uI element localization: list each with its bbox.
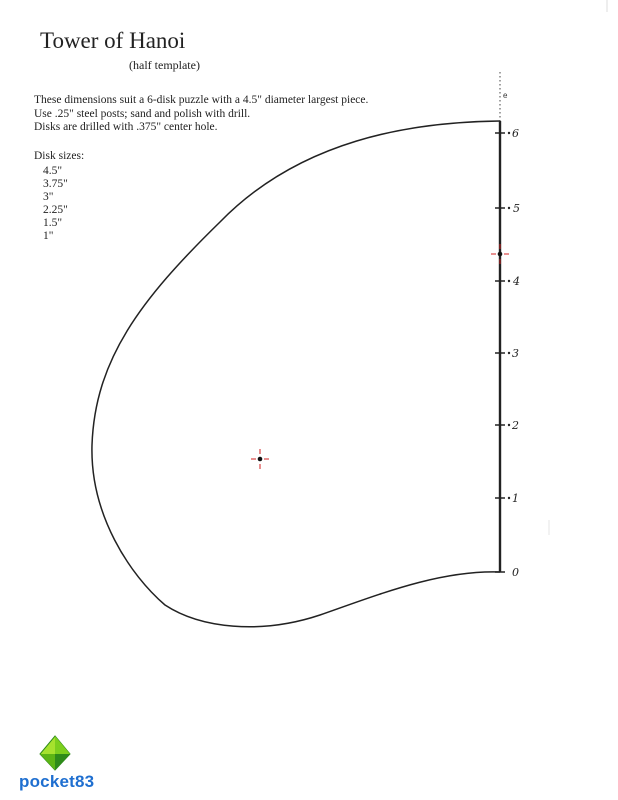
disk-size-item: 1" (43, 229, 54, 242)
note-line: Disks are drilled with .375" center hole. (34, 121, 218, 134)
note-line: Use .25" steel posts; sand and polish with drill. (34, 107, 251, 120)
ruler-label: 6 (512, 127, 519, 140)
disk-size-item: 4.5" (43, 165, 63, 177)
disk-size-item: 3.75" (43, 177, 68, 190)
ruler-label: 0 (512, 566, 519, 579)
page-title: Tower of Hanoi (40, 28, 186, 53)
logo-text: pocket83 (19, 772, 95, 791)
page-subtitle: (half template) (129, 58, 200, 72)
template-outline (92, 121, 500, 627)
disk-size-item: 2.25" (43, 203, 68, 216)
disk-size-item: 3" (43, 190, 54, 203)
note-line: These dimensions suit a 6-disk puzzle with a 4.5" diameter largest piece. (34, 94, 369, 106)
disk-sizes-label: Disk sizes: (34, 150, 85, 162)
disk-size-item: 1.5" (43, 216, 63, 229)
ruler-label: 2 (512, 419, 519, 432)
ruler-dot (508, 280, 510, 282)
ruler-label: 5 (513, 202, 520, 215)
ruler-dot (508, 207, 510, 209)
ruler-label: 1 (512, 492, 519, 505)
ruler-dot (508, 352, 510, 354)
crosshair-icon (491, 244, 509, 264)
ruler-label: 4 (513, 275, 520, 288)
ruler-dot (508, 497, 510, 499)
crosshair-icon (251, 449, 269, 469)
ruler-label: 3 (512, 347, 519, 360)
ruler-dots (508, 132, 510, 499)
ruler-dot (508, 132, 510, 134)
ruler-extension-label: e (503, 91, 508, 100)
ruler-dot (508, 424, 510, 426)
